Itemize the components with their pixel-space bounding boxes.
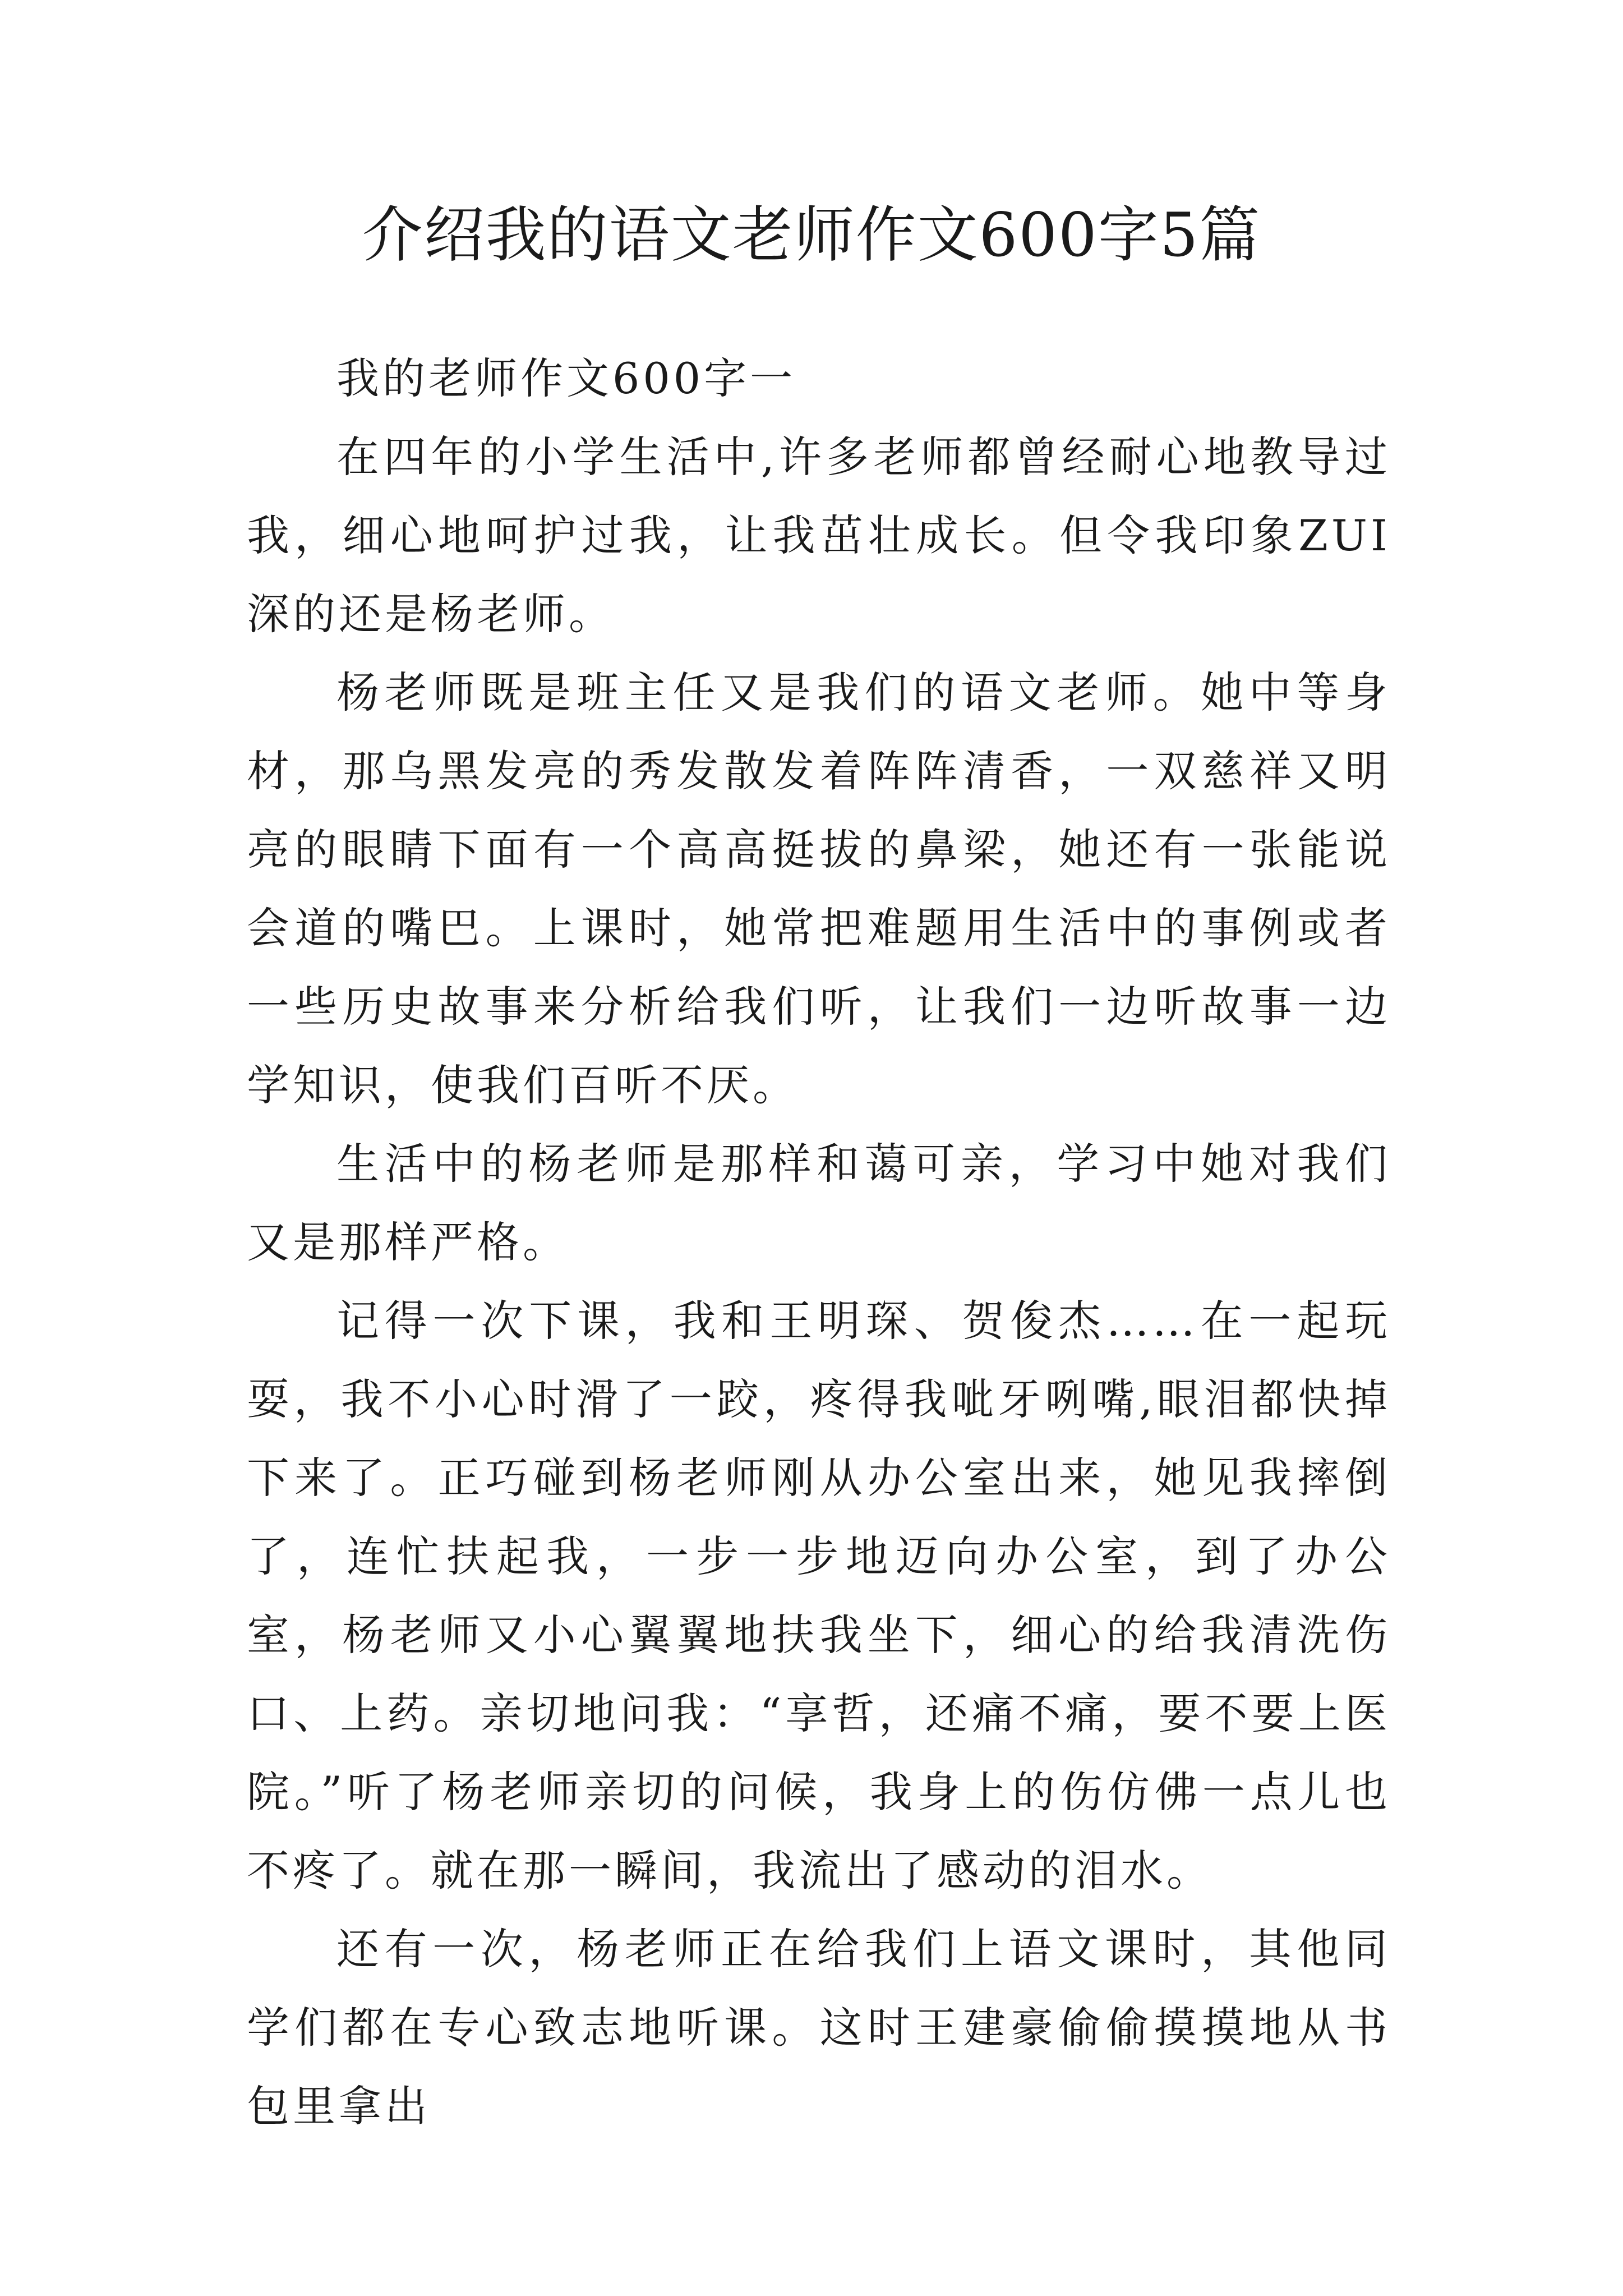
paragraph: 还有一次，杨老师正在给我们上语文课时，其他同学们都在专心致志地听课。这时王建豪偷偷摸摸地从书包里拿出 [247, 1924, 1391, 2131]
paragraph: 记得一次下课，我和王明琛、贺俊杰……在一起玩耍，我不小心时滑了一跤，疼得我呲牙咧嘴,眼泪都快掉下来了。正巧碰到杨老师刚从办公室出来，她见我摔倒了，连忙扶起我，一步一步地迈向办公室，到了办公室，杨老师又小心翼翼地扶我坐下，细心的给我清洗伤口、上药。亲切地问我：“享哲，还痛不痛，要不要上医院。”听了杨老师亲切的问候，我身上的伤仿佛一点儿也不疼了。就在那一瞬间，我流出了感动的泪水。 [247, 1296, 1391, 1895]
paragraph-subtitle: 我的老师作文600字一 [336, 353, 796, 403]
paragraph: 在四年的小学生活中,许多老师都曾经耐心地教导过我，细心地呵护过我，让我茁壮成长。但令我印象ZUI深的还是杨老师。 [247, 432, 1391, 639]
document-body [247, 339, 1391, 2146]
paragraph: 生活中的杨老师是那样和蔼可亲，学习中她对我们又是那样严格。 [247, 1139, 1391, 1267]
document-title: 介绍我的语文老师作文600字5篇 [362, 200, 1261, 270]
paragraph: 杨老师既是班主任又是我们的语文老师。她中等身材，那乌黑发亮的秀发散发着阵阵清香，一双慈祥又明亮的眼睛下面有一个高高挺拔的鼻梁，她还有一张能说会道的嘴巴。上课时，她常把难题用生活中的事例或者一些历史故事来分析给我们听，让我们一边听故事一边学知识，使我们百听不厌。 [247, 668, 1391, 1110]
